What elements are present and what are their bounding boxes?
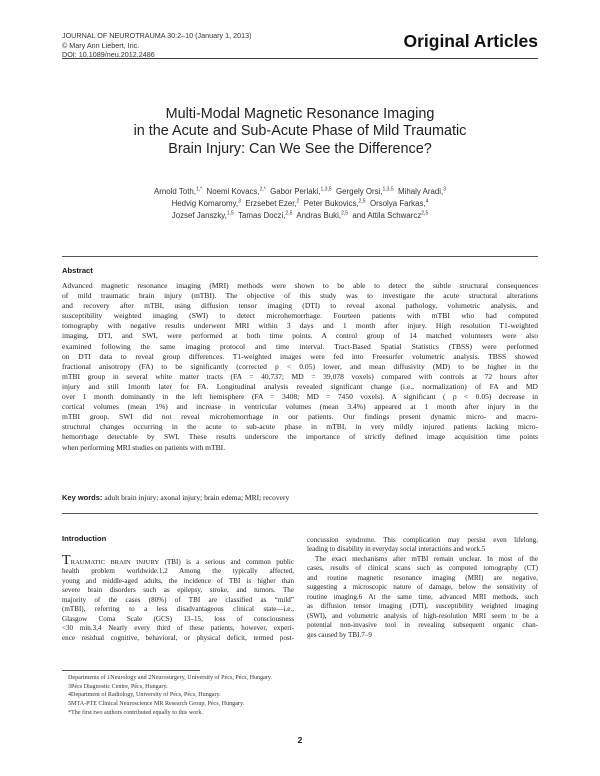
abstract-line: on DTI data to reveal group differences. T1-weighted images were fed into Freesurfer volumetric analysis. TBSS showed [62,351,538,361]
intro-line [62,553,294,568]
intro-line: ges caused by TBI.7–9 [307,630,372,639]
author-name: Gabor Perlaki, [270,187,321,196]
intro-line: severe brain disorders such as epilepsy, stroke, and tumors. The [62,586,294,595]
abstract-line: and recovery after mTBI, using diffusion tensor imaging (DTI) to reveal axonal pathology, volumetric analysis, and [62,301,538,311]
abstract-line: Advanced magnetic resonance imaging (MRI) methods were shown to be able to detect the subtle structural consequences [62,281,538,290]
intro-line: The exact mechanisms after mTBI remain unclear. In most of the [315,554,538,563]
intro-line: (mTBI), referring to a less disadvantageous clinical state—i.e., [62,605,294,614]
journal-doi: DOI: 10.1089/neu.2012.2486 [62,50,155,60]
author-name: Gergely Orsi, [336,187,383,196]
intro-line: ence residual cognitive, behavioral, or physical deficit, termed post- [62,633,294,642]
footnote: Departments of 1Neurology and 2Neurosurgery, University of Pécs, Pécs, Hungary. [68,675,273,681]
author-name: Erzsebet Ezer, [245,199,297,209]
author-affiliation: 2 [296,198,300,205]
intro-line: suggesting a microscopic nature of damage, below the sensitivity of [307,583,538,592]
intro-right-column [307,536,538,640]
author-affiliation: 3 [238,198,241,205]
intro-line: cases, results of clinical scans such as computed tomography (CT) [307,564,538,573]
author-line [62,186,538,198]
abstract-line: imaging, DTI, and SWI, were performed at both time points. A control group of 14 matched volunteers were also [62,331,538,341]
abstract-line: tomography with negative results underwent MRI within 3 days and 1 month after injury. High resolution T1-weighted [62,321,538,331]
author-affiliation: 1,* [195,186,203,193]
intro-line: and routine magnetic resonance imaging (MRI) are negative, [307,573,538,582]
intro-line: potential non-invasive tool in revealing subsequent organic chan- [307,621,538,630]
author-name: and Attila Schwarcz [352,211,422,221]
abstract-line: mTBI group in several white matter tracts (FA = 40,737; MD = 39,078 voxels) compared with controls at 72 hours after [62,371,538,381]
intro-line: concussion syndrome. This complication may persist even lifelong, [307,536,538,544]
author-name: Arnold Toth, [154,187,196,196]
intro-line-text: (TBI) is a serious and common public [164,558,294,566]
author-name: Tamas Doczi, [238,211,286,221]
abstract-line: examined following the same imaging protocol and time interval. Tract-Based Spatial Statistics (TBSS) were performed [62,341,538,351]
author-name: Orsolya Farkas, [369,199,426,209]
author-affiliation: 2,* [259,186,266,193]
abstract-line: of mild traumatic brain injury (mTBI). The objective of this study was to investigate the acute structural alterations [62,291,538,301]
intro-line: Glasgow Coma Scale (GCS) 13–15, loss of consciousness [62,614,294,623]
abstract-line: injury and still 1month later for FA. Longitudinal analysis revealed significant change (i.e., normalization) of FA and MD [62,381,538,391]
title-line: Brain Injury: Can We See the Difference? [168,140,432,157]
abstract-heading: Abstract [62,266,93,275]
intro-line: <30 min.3,4 Nearly every third of these patients, however, experi- [62,624,294,633]
journal-copyright: © Mary Ann Liebert, Inc. [62,40,140,50]
author-affiliation: 2,5 [421,210,429,217]
author-affiliation: 2,5 [341,210,349,217]
intro-line: young and middle-aged adults, the incidence of TBI is higher than [62,576,294,585]
lead-in: RAUMATIC BRAIN INJURY [70,559,160,566]
author-affiliation: 2,5 [358,198,366,205]
title-line: Multi-Modal Magnetic Resonance Imaging [165,106,435,122]
intro-line: leading to disability in everyday social interactions and work.5 [307,545,486,554]
intro-line: (SWI), and volumetric analysis of high-resolution MRI seem to be a [307,611,538,620]
abstract-line: cortical volumes (mean 1%) and increase in ventricular volumes (mean 3.4%) appeared at 1 month after injury in the [62,402,538,412]
author-name: Peter Bukovics, [303,199,359,209]
section-label: Original Articles [403,31,538,51]
author-affiliation: 1,3,5 [382,186,394,193]
abstract-line: structural changes occurring in the acute to sub-acute phase in mTBI, in very mildly injured patients lacking micro- [62,422,538,432]
author-affiliation: 3 [443,186,446,193]
author-affiliation: 1,3,5 [320,186,332,193]
abstract-line: mTBI group. SWI did not reveal microhemorrhage in our patients. Our findings present dynamic micro- and macro- [62,412,538,422]
abstract-line: hemorrhage detectable by SWI. These results underscore the importance of strictly defined image acquisition time points [62,432,538,442]
author-name: Mihaly Aradi, [398,187,444,196]
footnote-divider [62,670,200,671]
intro-left-column [62,553,294,643]
intro-line: health problem worldwide.1,2 Among the typically affected, [62,567,294,576]
abstract-bottom-divider [62,513,538,514]
drop-cap: T [62,553,71,568]
footnote: 5MTA-PTE Clinical Neuroscience MR Research Group, Pécs, Hungary. [68,701,245,708]
journal-header [62,31,251,60]
author-name: Andras Buki, [296,211,342,221]
footnotes [62,674,272,718]
abstract-line: over 1 month dominantly in the left hemisphere (FA = 3408; MD = 7450 voxels). A significant ( p < 0.05) decrease in [62,392,538,402]
abstract-line: when performing MRI studies on patients with mTBI. [62,442,226,452]
page-number: 2 [297,735,303,745]
footnote: *The first two authors contributed equally to this work. [68,709,203,716]
author-affiliation: 4 [425,198,429,205]
author-line [62,198,538,210]
header-divider [62,58,538,59]
author-name: Noemi Kovacs, [206,187,260,196]
intro-line: majority of the cases (80%) of TBI are classified as “mild” [62,595,294,604]
abstract-top-divider [62,256,538,257]
author-affiliation: 1,5 [226,210,234,217]
title-line: in the Acute and Sub-Acute Phase of Mild Traumatic [133,123,467,140]
keywords-label: Key words: [62,493,103,502]
paper-title [62,106,538,158]
footnote: 4Department of Radiology, University of Pécs, Pécs, Hungary. [68,692,221,699]
abstract-body [62,281,538,453]
author-line [62,210,538,222]
author-name: Hedvig Komaromy, [171,199,239,209]
abstract-line: fractional anisotropy (FA) to be significantly (corrected p < 0.05) lower, and mean diffusivity (MD) to be higher in the [62,361,538,371]
author-name: Jozsef Janszky, [171,211,227,221]
intro-line: routine imaging.6 At the same time, advanced MRI methods, such [307,592,538,601]
author-list [62,186,538,223]
abstract-line: susceptibility weighted imaging (SWI) to detect microhemorrhage. Fourteen patients with mTBI who had computed [62,311,538,321]
introduction-heading: Introduction [62,534,107,543]
author-affiliation: 2,5 [285,210,293,217]
journal-citation: JOURNAL OF NEUROTRAUMA 30:2–10 (January 1, 2013) [62,31,252,40]
footnote: 3Pécs Diagnostic Centre, Pécs, Hungary. [68,683,168,690]
keywords-text: adult brain injury; axonal injury; brain edema; MRI; recovery [104,493,290,502]
keywords [62,493,289,502]
intro-line: as diffusion tensor imaging (DTI), susceptibility weighted imaging [307,602,538,611]
